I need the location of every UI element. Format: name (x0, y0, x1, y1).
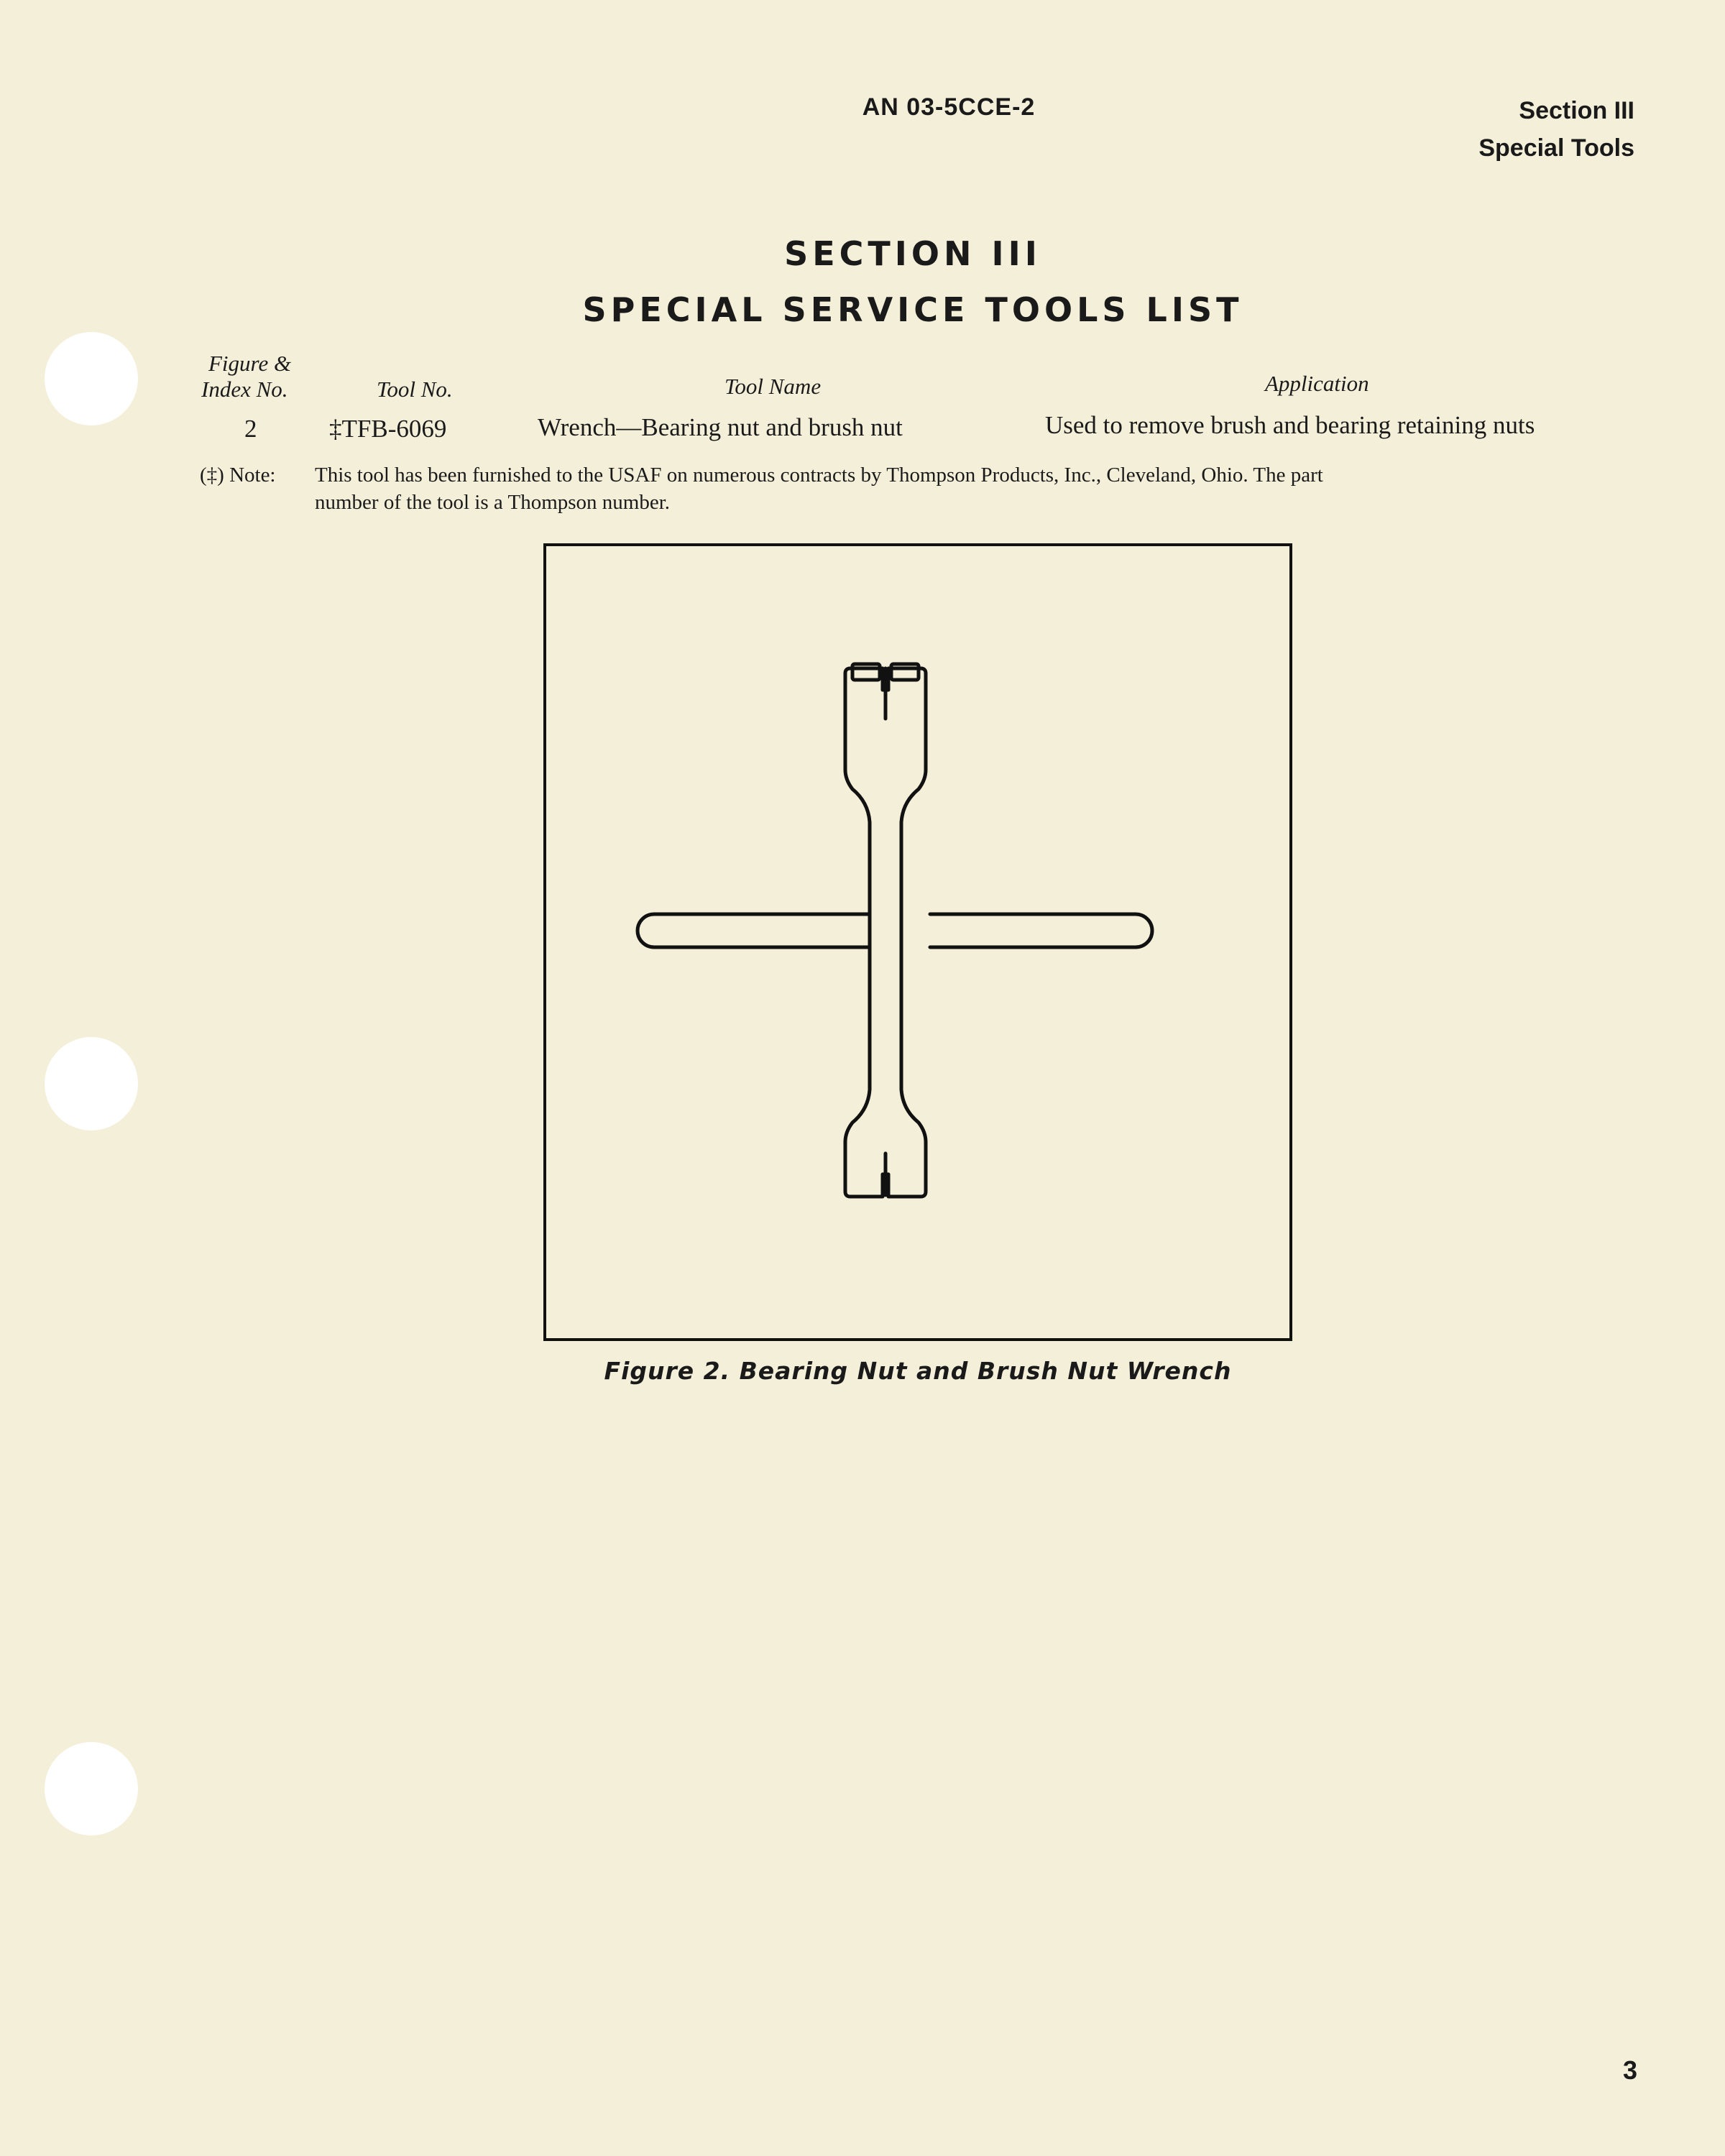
note-label: (‡) Note: (200, 464, 276, 487)
header-figure-index-line2: Index No. (201, 377, 288, 402)
note-line-1: This tool has been furnished to the USAF on numerous contracts by Thompson Products, Inc., Cleveland, Ohio. The part (315, 464, 1323, 487)
document-number: AN 03-5CCE-2 (862, 93, 1036, 121)
row-tool-no: ‡TFB-6069 (329, 415, 447, 443)
wrench-top-cap-right (891, 664, 919, 680)
wrench-handle-left (638, 914, 870, 947)
header-tool-name: Tool Name (724, 374, 822, 399)
row-application: Used to remove brush and bearing retaining nuts (1045, 411, 1535, 439)
page-number: 3 (1622, 2055, 1637, 2085)
wrench-handle-right (930, 914, 1152, 947)
figure-frame (543, 543, 1292, 1341)
row-tool-name: Wrench—Bearing nut and brush nut (538, 413, 903, 441)
row-figure-index: 2 (244, 415, 257, 443)
binder-hole-bottom (45, 1742, 138, 1835)
binder-hole-top (45, 332, 138, 425)
running-header (1478, 92, 1634, 167)
binder-hole-middle (45, 1037, 138, 1130)
wrench-illustration (546, 546, 1289, 1338)
section-number-title: SECTION III (784, 234, 1041, 273)
running-header-section: Section III (1519, 97, 1634, 124)
header-figure-index-line1: Figure & (208, 351, 292, 376)
figure-caption: Figure 2. Bearing Nut and Brush Nut Wrench (604, 1357, 1232, 1385)
wrench-body (845, 668, 926, 1197)
wrench-top-cap-left (852, 664, 880, 680)
header-application: Application (1265, 371, 1369, 396)
header-tool-no: Tool No. (377, 377, 453, 402)
running-header-subtitle: Special Tools (1478, 134, 1634, 162)
note-line-2: number of the tool is a Thompson number. (315, 491, 671, 514)
section-title: SPECIAL SERVICE TOOLS LIST (582, 290, 1243, 329)
